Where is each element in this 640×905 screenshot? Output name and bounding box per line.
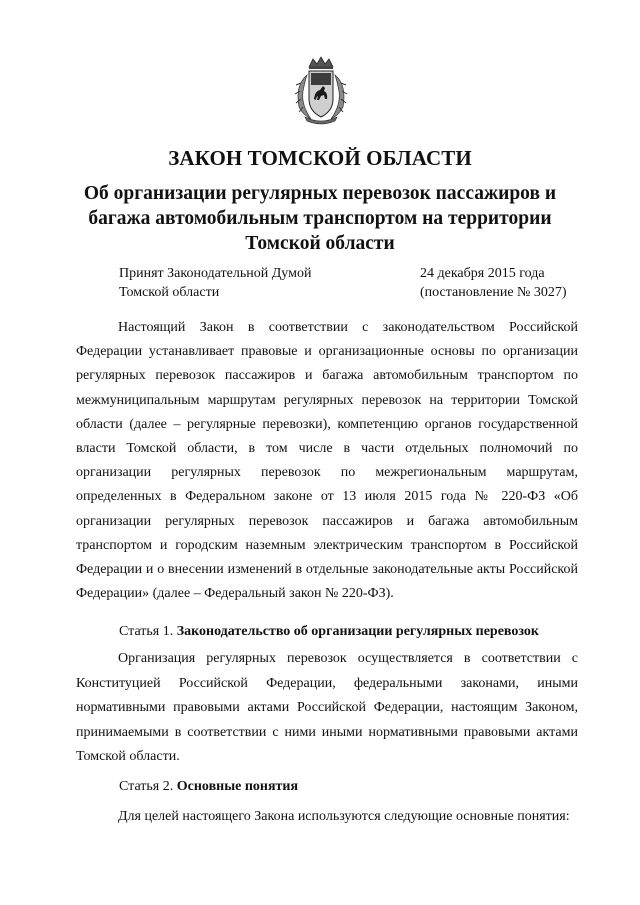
resolution-number: (постановление № 3027) <box>420 285 567 300</box>
article-1-text: Организация регулярных перевозок осуществляется в соответствии с Конституцией Российской Федерации, федеральными законами, иными нормативными правовыми актами Российской Федерации, настоящим Законом, принимаемыми в соответствии с ними иными нормативными правовыми актами Томской области. <box>76 651 578 764</box>
article-1-prefix: Статья 1. <box>119 624 174 639</box>
adoption-date-info <box>420 264 567 302</box>
adoption-date: 24 декабря 2015 года <box>420 266 545 281</box>
document-title: ЗАКОН ТОМСКОЙ ОБЛАСТИ <box>168 146 472 170</box>
article-1-title: Законодательство об организации регулярных перевозок <box>176 624 539 639</box>
adopted-by-line2: Томской области <box>119 285 220 300</box>
document-subtitle <box>60 181 580 256</box>
adopted-by-line1: Принят Законодательной Думой <box>119 266 312 281</box>
article-2-prefix: Статья 2. <box>119 779 174 794</box>
subtitle-line: Об организации регулярных перевозок пассажиров и <box>83 183 557 204</box>
article-2-heading <box>119 779 298 795</box>
adoption-info <box>119 264 311 302</box>
subtitle-line: багажа автомобильным транспортом на территории <box>88 208 552 229</box>
subtitle-line: Томской области <box>245 233 395 254</box>
article-2-title: Основные понятия <box>176 779 299 794</box>
tomsk-coat-of-arms-icon <box>289 55 353 125</box>
article-2-text: Для целей настоящего Закона используются следующие основные понятия: <box>118 809 570 824</box>
preamble-paragraph: Настоящий Закон в соответствии с законодательством Российской Федерации устанавливает правовые и организационные основы по организации регулярных перевозок пассажиров и багажа автомобильным транспортом по межмуниципальным маршрутам регулярных перевозок на территории Томской области (далее – регулярные перевозки), компетенцию органов государственной власти Томской области, в том числе в части отдельных полномочий по организации регулярных перевозок по межрегиональным маршрутам, определенных в Федеральном законе от 13 июля 2015 года № 220-ФЗ «Об организации регулярных перевозок пассажиров и багажа автомобильным транспортом и городским наземным электрическим транспортом в Российской Федерации и о внесении изменений в отдельные законодательные акты Российской Федерации» (далее – Федеральный закон № 220-ФЗ). <box>76 320 578 602</box>
article-1-heading <box>119 624 539 640</box>
